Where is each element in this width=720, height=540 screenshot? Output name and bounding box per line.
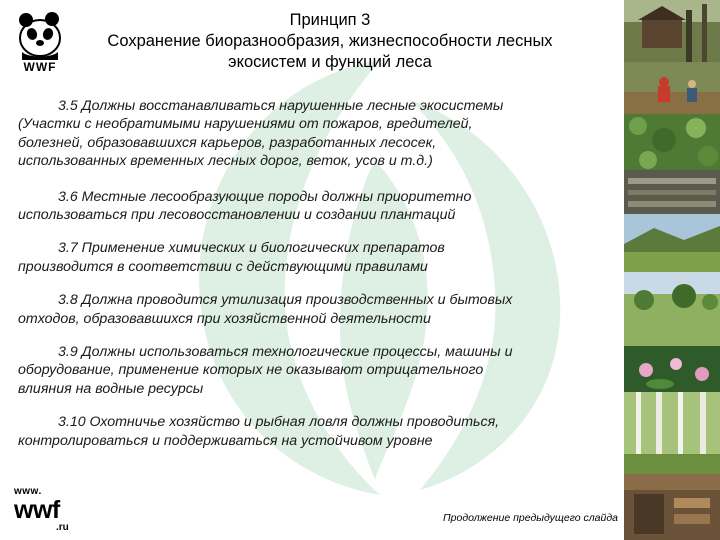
criterion-3-8 [18, 291, 598, 328]
title-line: Принцип 3 [289, 11, 371, 29]
wwf-ru-logo [14, 486, 84, 536]
photo-lotus [624, 346, 720, 392]
title-line: экосистем и функций леса [228, 53, 432, 71]
criteria-list [18, 97, 598, 465]
photo-meadow [624, 272, 720, 346]
criterion-line: оборудование, применение которых не оказывают отрицательного [18, 362, 484, 379]
criterion-line: 3.10 Охотничье хозяйство и рыбная ловля должны проводиться, [58, 414, 500, 431]
criterion-line: использованных временных лесных дорог, веток, усов и т.д.) [18, 153, 433, 170]
photo-landscape [624, 214, 720, 272]
wwf-logo-text: WWF [23, 60, 57, 74]
criterion-line: 3.7 Применение химических и биологических препаратов [58, 240, 445, 257]
photo-strip [624, 0, 720, 540]
page-title [50, 10, 610, 73]
criterion-line: болезней, образовавшихся карьеров, разработанных лесосек, [18, 134, 437, 151]
criterion-line: 3.9 Должны использоваться технологические процессы, машины и [58, 344, 513, 361]
photo-forest-hut [624, 0, 720, 62]
title-line: Сохранение биоразнообразия, жизнеспособности лесных [107, 32, 553, 50]
criterion-line: влияния на водные ресурсы [18, 380, 204, 397]
photo-sawmill [624, 170, 720, 214]
criterion-line: 3.5 Должны восстанавливаться нарушенные лесные экосистемы [58, 98, 504, 114]
criterion-3-7 [18, 239, 598, 276]
criterion-line: 3.6 Местные лесообразующие породы должны приоритетно [58, 188, 472, 205]
criterion-line: контролироваться и поддерживаться на устойчивом уровне [18, 432, 433, 449]
criterion-line: 3.8 Должна проводится утилизация производственных и бытовых [58, 292, 513, 309]
criterion-line: отходов, образовавшихся при хозяйственной деятельности [18, 310, 431, 327]
photo-birch-forest [624, 392, 720, 474]
criterion-line: использоваться при лесовосстановлении и создании плантаций [18, 207, 456, 224]
photo-workers [624, 62, 720, 114]
criterion-line: производится в соответствии с действующими правилами [18, 258, 428, 275]
continued-note: Продолжение предыдущего слайда [443, 512, 618, 524]
photo-workshop [624, 474, 720, 540]
logo-wwf: wwf [14, 496, 60, 524]
criterion-3-6 [18, 188, 598, 225]
logo-ru: .ru [56, 522, 69, 533]
criterion-3-9 [18, 343, 598, 398]
photo-plants [624, 114, 720, 170]
criterion-line: (Участки с необратимыми нарушениями от пожаров, вредителей, [18, 116, 473, 133]
criterion-3-5 [18, 97, 598, 171]
criterion-3-10 [18, 413, 598, 450]
logo-www: www. [14, 486, 42, 497]
